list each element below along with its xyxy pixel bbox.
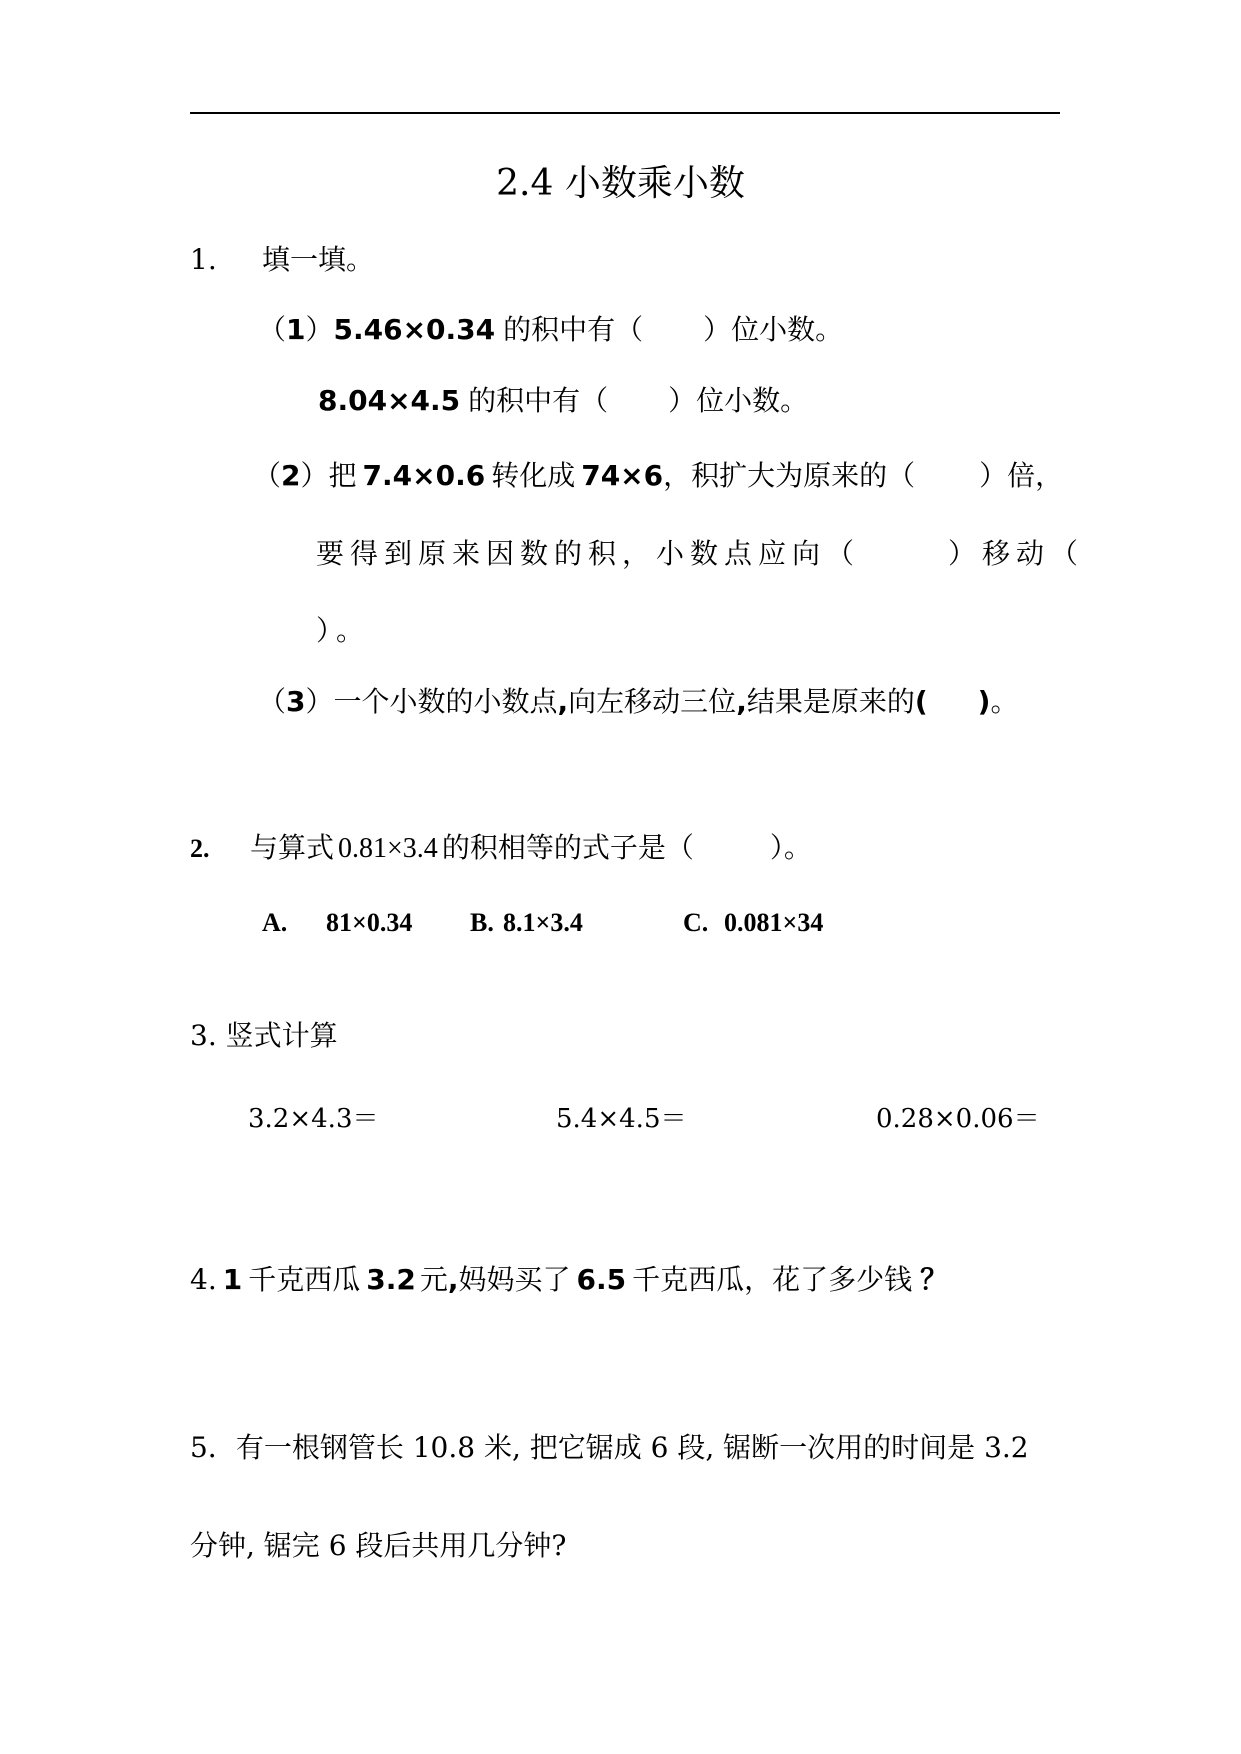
q1-p3-paren-close2: ) xyxy=(977,685,991,718)
q3-heading: 3. 竖式计算 xyxy=(190,1019,338,1052)
q2-text1: 与算式 xyxy=(250,831,335,864)
q1-p2c-text1: ）。 xyxy=(316,614,371,647)
q2-option-b-label: B. xyxy=(470,908,494,937)
q1-p2-paren-open: （ xyxy=(253,459,282,492)
q2-text3: ）。 xyxy=(769,831,812,864)
q1-p3-paren-close: ） xyxy=(305,685,334,718)
q4-num1: 1 xyxy=(222,1263,243,1296)
q1-p2-paren-close: ） xyxy=(300,459,329,492)
q1-p3-paren-open2: ( xyxy=(914,685,928,718)
q3-expression-2: 5.4×4.5＝ xyxy=(556,1104,687,1134)
q1-p2-text3: ，积扩大为原来的（ xyxy=(663,459,916,492)
q1-p1b-text2: ）位小数。 xyxy=(668,384,809,417)
q1-p3-comma2: , xyxy=(736,685,747,718)
q1-p1-paren-open: （ xyxy=(258,313,287,346)
q1-p3-text1: 一个小数的小数点 xyxy=(333,685,558,718)
q4-num2: 3.2 xyxy=(366,1263,416,1296)
q2-option-c-label: C. xyxy=(683,908,709,937)
q2-stem xyxy=(250,831,812,864)
q1-part2-line1 xyxy=(253,459,1064,492)
q3-expression-3: 0.28×0.06＝ xyxy=(876,1104,1040,1134)
q1-p1-text2: ）位小数。 xyxy=(703,313,844,346)
q1-p2-text4: ）倍， xyxy=(979,459,1064,492)
q1-part3 xyxy=(258,685,1019,718)
q4-text4: 千克西瓜，花了多少钱 xyxy=(632,1263,913,1296)
q2-option-c[interactable]: 0.081×34 xyxy=(724,908,824,937)
q2-option-b[interactable]: 8.1×3.4 xyxy=(503,908,583,937)
q1-p3-text2: 向左移动三位 xyxy=(568,685,737,718)
page-title: 2.4 小数乘小数 xyxy=(496,163,745,204)
q1-p1b-expression: 8.04×4.5 xyxy=(318,384,461,417)
q1-p2-text1: 把 xyxy=(328,459,357,492)
q4-text xyxy=(190,1263,949,1296)
header-rule xyxy=(190,112,1060,114)
q4-number: 4. xyxy=(190,1263,217,1296)
q1-p2-expr1: 7.4×0.6 xyxy=(362,459,486,492)
q1-p2b-text2: ）移动（ xyxy=(948,537,1085,570)
q1-p1-text1: 的积中有（ xyxy=(503,313,644,346)
q2-expression: 0.81×3.4 xyxy=(338,833,438,864)
q1-p1b-text1: 的积中有（ xyxy=(468,384,609,417)
q2-option-a-label: A. xyxy=(262,908,288,937)
q1-p3-paren-open: （ xyxy=(258,685,287,718)
q4-question-mark: ？ xyxy=(920,1263,949,1296)
q4-text2: 元 xyxy=(419,1263,448,1296)
q1-p3-number: 3 xyxy=(286,685,306,718)
q1-p2-number: 2 xyxy=(281,459,301,492)
q1-p3-end: 。 xyxy=(990,685,1019,718)
q4-text3: 妈妈买了 xyxy=(458,1263,571,1296)
q1-p2-expr2: 74×6 xyxy=(581,459,664,492)
q2-option-a[interactable]: 81×0.34 xyxy=(326,908,413,937)
q1-p3-comma1: , xyxy=(557,685,569,718)
q1-p2-text2: 转化成 xyxy=(491,459,576,492)
q1-part2-line2 xyxy=(316,537,1085,570)
q2-number: 2. xyxy=(190,834,210,863)
q1-p2b-text1: 要得到原来因数的积，小数点应向（ xyxy=(316,537,861,570)
q4-text1: 千克西瓜 xyxy=(248,1263,361,1296)
q5-line2: 分钟, 锯完 6 段后共用几分钟? xyxy=(190,1529,567,1562)
q3-expression-1: 3.2×4.3＝ xyxy=(248,1104,379,1134)
q2-text2: 的积相等的式子是（ xyxy=(441,831,694,864)
q5-line1: 5．有一根钢管长 10.8 米, 把它锯成 6 段, 锯断一次用的时间是 3.2 xyxy=(190,1431,1029,1464)
q1-number: 1. xyxy=(190,243,217,276)
q1-part2-line3 xyxy=(316,614,371,647)
q1-p1-number: 1 xyxy=(286,313,306,346)
q1-p1-expression: 5.46×0.34 xyxy=(333,313,496,346)
q1-p3-text3: 结果是原来的 xyxy=(746,685,915,718)
q1-p1-paren-close: ） xyxy=(305,313,334,346)
q1-part1-line2 xyxy=(318,384,809,417)
q4-num3: 6.5 xyxy=(576,1263,627,1296)
q4-comma: , xyxy=(447,1263,459,1296)
q1-part1-line1 xyxy=(258,313,844,346)
q1-label: 填一填。 xyxy=(262,243,375,276)
